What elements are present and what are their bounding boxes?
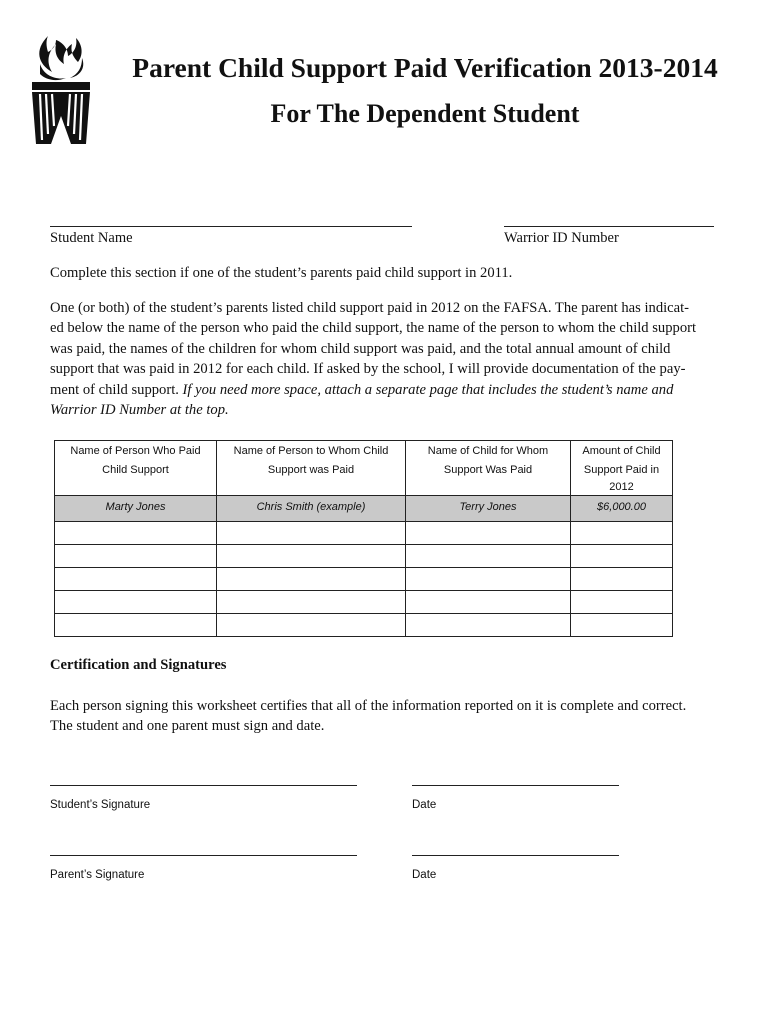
instructions-paragraph [50,298,722,420]
certification-line-1: Each person signing this worksheet certifies that all of the information reported on it is complete and correct. [50,698,687,714]
amount-cell[interactable] [571,522,673,545]
example-recipient: Chris Smith (example) [217,496,406,522]
instructions-line-4: support that was paid in 2012 for each child. If asked by the school, I will provide documentation of the pay- [50,361,686,378]
instructions-line-6 [50,400,722,420]
child-cell[interactable] [406,545,571,568]
payer-cell[interactable] [55,568,217,591]
intro-text: Complete this section if one of the student’s parents paid child support in 2011. [50,265,513,281]
table-row [55,545,673,568]
example-child: Terry Jones [406,496,571,522]
instructions-line-6-italic: Warrior ID Number at the top. [50,402,229,419]
student-name-line[interactable] [50,226,412,227]
amount-cell[interactable] [571,614,673,637]
torch-w-logo-icon [26,34,96,150]
instructions-line-5 [50,380,722,400]
instructions-line-5-italic: If you need more space, attach a separate page that includes the student’s name and [182,381,674,398]
table-row [55,568,673,591]
table-row [55,614,673,637]
payer-cell[interactable] [55,545,217,568]
student-signature-line[interactable] [50,785,357,786]
student-date-line[interactable] [412,785,619,786]
recipient-cell[interactable] [217,568,406,591]
amount-cell[interactable] [571,568,673,591]
table-header-row [55,441,673,496]
certification-line-2: The student and one parent must sign and date. [50,718,325,735]
parent-signature-label: Parent’s Signature [50,869,145,881]
header-payer: Name of Person Who Paid Child Support [55,441,217,496]
parent-date-line[interactable] [412,855,619,856]
student-date-label: Date [412,799,437,811]
instructions-line-5-plain: ment of child support. [50,381,183,398]
payer-cell[interactable] [55,591,217,614]
student-name-label: Student Name [50,230,133,246]
table-row [55,522,673,545]
child-cell[interactable] [406,522,571,545]
parent-signature-line[interactable] [50,855,357,856]
page-title: Parent Child Support Paid Verification 2013-2014 [132,52,718,83]
payer-cell[interactable] [55,614,217,637]
recipient-cell[interactable] [217,614,406,637]
student-signature-label: Student’s Signature [50,799,151,811]
certification-text [50,696,722,737]
amount-cell[interactable] [571,591,673,614]
parent-date-label: Date [412,869,437,881]
recipient-cell[interactable] [217,591,406,614]
table-row [55,591,673,614]
example-row [55,496,673,522]
instructions-line-1: One (or both) of the student’s parents listed child support paid in 2012 on the FAFSA. The parent has indicat- [50,300,690,316]
recipient-cell[interactable] [217,545,406,568]
amount-cell[interactable] [571,545,673,568]
example-amount: $6,000.00 [571,496,673,522]
warrior-id-line[interactable] [504,226,714,227]
recipient-cell[interactable] [217,522,406,545]
child-support-table [54,440,673,637]
warrior-id-label: Warrior ID Number [504,230,619,246]
instructions-line-3: was paid, the names of the children for whom child support was paid, and the total annual amount of child [50,340,671,357]
header-recipient: Name of Person to Whom Child Support was Paid [217,441,406,496]
header-amount: Amount of Child Support Paid in 2012 [571,441,673,496]
child-cell[interactable] [406,568,571,591]
child-cell[interactable] [406,591,571,614]
header-child: Name of Child for Whom Support Was Paid [406,441,571,496]
page-subtitle: For The Dependent Student [270,99,580,128]
instructions-line-2: ed below the name of the person who paid the child support, the name of the person to whom the child support [50,320,697,337]
certification-heading: Certification and Signatures [50,657,227,673]
example-payer: Marty Jones [55,496,217,522]
child-cell[interactable] [406,614,571,637]
payer-cell[interactable] [55,522,217,545]
